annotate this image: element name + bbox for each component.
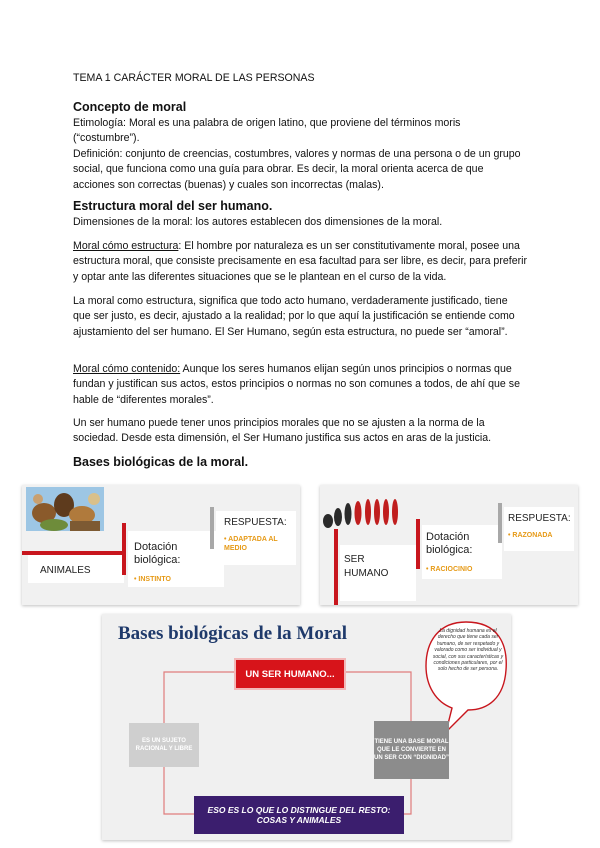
estructura-paragraph (73, 239, 528, 285)
instinto-label: • INSTINTO (134, 576, 171, 583)
distingue-line-1: ESO ES LO QUE LO DISTINGUE DEL RESTO: (207, 805, 391, 815)
respuesta-label-humano: RESPUESTA: (508, 513, 571, 524)
evolution-illustration (322, 495, 402, 531)
section-title-concepto: Concepto de moral (73, 100, 187, 114)
contenido-text: Aunque los seres humanos elijan según unos principios o normas que fundan y justifican sus actos, estos principios o normas no son comunes a todos, de ahí que se hable de “diferentes morales”. (73, 363, 520, 406)
respuesta-label-animales: RESPUESTA: (224, 517, 287, 528)
concepto-paragraph (73, 116, 528, 193)
sujeto-racional-box: ES UN SUJETO RACIONAL Y LIBRE (129, 723, 199, 767)
dimensiones-text: Dimensiones de la moral: los autores establecen dos dimensiones de la moral. (73, 216, 443, 228)
estructura-label: Moral cómo estructura (73, 240, 179, 252)
distingue-line-2: COSAS Y ANIMALES (256, 815, 342, 825)
base-moral-box: TIENE UNA BASE MORAL QUE LE CONVIERTE EN UN SER CON “DIGNIDAD” (374, 721, 449, 779)
distingue-box (194, 796, 404, 834)
contenido-paragraph (73, 362, 528, 408)
diagram-bases-biologicas (102, 614, 511, 840)
contenido-label: Moral cómo contenido: (73, 363, 181, 375)
adaptada-label: • ADAPTADA AL MEDIO (224, 536, 278, 552)
razonada-label: • RAZONADA (508, 532, 553, 539)
estructura-paragraph-2: La moral como estructura, significa que todo acto humano, verdaderamente justificado, tiene que ser justo, es decir, ajustado a la realidad; por lo que aquí la justificación se entiende como ajustamiento del ser humano. El Ser Humano, según esta estructura, no puede ser “amoral”. (73, 295, 515, 338)
animales-label: ANIMALES (40, 565, 91, 576)
dotacion-label-animales: Dotación biológica: (134, 541, 181, 566)
definicion-text: Definición: conjunto de creencias, costumbres, valores y normas de una persona o de un grupo social, que funciona como una guía para obrar. Es decir, la moral orienta acerca de que acciones son correctas (buenas) y cuales son incorrectas (malas). (73, 147, 521, 191)
diagram-title: Bases biológicas de la Moral (118, 623, 348, 644)
dignidad-bubble-text: La dignidad humana es el derecho que tiene cada ser humano, de ser respetado y valorado como ser individual y social, con sus características y condiciones particulares, por el solo hecho de ser persona. (432, 628, 504, 673)
contenido-paragraph-2: Un ser humano puede tener unos principios morales que no se ajusten a la norma de la sociedad. Desde esta dimensión, el Ser Humano justifica sus actos en aras de la justicia. (73, 417, 492, 445)
figure-animales (22, 485, 300, 605)
dotacion-label-humano: Dotación biológica: (426, 531, 473, 556)
un-ser-humano-box: UN SER HUMANO... (234, 658, 346, 690)
animals-illustration (26, 487, 104, 531)
section-title-estructura: Estructura moral del ser humano. (73, 199, 273, 213)
etimologia-text: Etimología: Moral es una palabra de origen latino, que proviene del términos moris (“costumbre”). (73, 117, 461, 145)
topic-heading: TEMA 1 CARÁCTER MORAL DE LAS PERSONAS (73, 72, 315, 84)
figure-ser-humano (320, 485, 578, 605)
estructura-text: : El hombre por naturaleza es un ser constitutivamente moral, posee una estructura moral, que consiste precisamente en esa facultad para ser libre, es decir, para preferir y optar ante las diferentes situaciones que se le plantean en el curso de la vida. (73, 240, 527, 283)
ser-humano-label: SER HUMANO (344, 554, 389, 579)
raciocinio-label: • RACIOCINIO (426, 566, 473, 573)
section-title-bases: Bases biológicas de la moral. (73, 455, 249, 469)
